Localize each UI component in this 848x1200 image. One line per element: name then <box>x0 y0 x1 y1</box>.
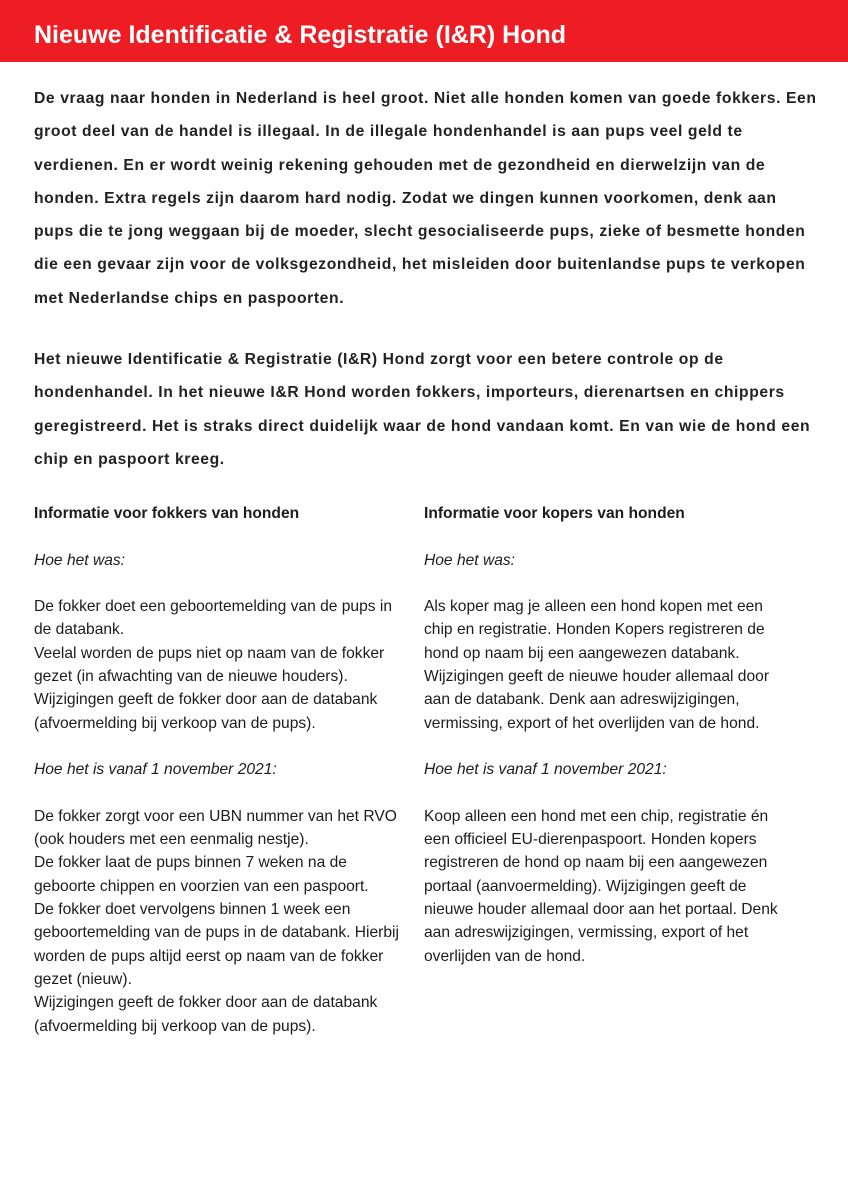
breeders-after-line: De fokker doet vervolgens binnen 1 week een geboortemelding van de pups in de databank. Hierbij worden de pups altijd eerst op naam van de fokker gezet (nieuw). <box>34 901 399 988</box>
buyers-after-label: Hoe het is vanaf 1 november 2021: <box>424 761 667 779</box>
title-banner <box>0 0 848 62</box>
breeders-before-line: De fokker doet een geboortemelding van de pups in de databank. <box>34 598 393 639</box>
buyers-before-label: Hoe het was: <box>424 551 516 569</box>
breeders-after-line: Wijzigingen geeft de fokker door aan de databank (afvoermelding bij verkoop van de pups). <box>34 994 378 1035</box>
breeders-before-line: Wijzigingen geeft de fokker door aan de databank (afvoermelding bij verkoop van de pups). <box>34 691 378 732</box>
intro-paragraph-1: De vraag naar honden in Nederland is heel groot. Niet alle honden komen van goede fokkers. Een groot deel van de handel is illegaal. In de illegale hondenhandel is aan pups veel geld te verdienen. En er wordt weinig rekening gehouden met de gezondheid en dierwelzijn van de honden. Extra regels zijn daarom hard nodig. Zodat we dingen kunnen voorkomen, denk aan pups die te jong weggaan bij de moeder, slecht gesocialiseerde pups, zieke of besmette honden die een gevaar zijn voor de volksgezondheid, het misleiden door buitenlandse pups te verkopen met Nederlandse chips en paspoorten. <box>34 90 817 307</box>
breeders-column <box>34 502 404 1038</box>
page-title: Nieuwe Identificatie & Registratie (I&R) Hond <box>34 21 567 49</box>
breeders-after-line: De fokker laat de pups binnen 7 weken na de geboorte chippen en voorzien van een paspoort. <box>34 854 369 895</box>
breeders-after-label: Hoe het is vanaf 1 november 2021: <box>34 761 277 779</box>
buyers-before-text: Als koper mag je alleen een hond kopen met een chip en registratie. Honden Kopers registreren de hond op naam bij een aangewezen databank. Wijzigingen geeft de nieuwe houder allemaal door aan de databank. Denk aan adreswijzigingen, vermissing, export of het overlijden van de hond. <box>424 598 770 732</box>
buyers-heading: Informatie voor kopers van honden <box>424 505 685 522</box>
breeders-before-line: Veelal worden de pups niet op naam van de fokker gezet (in afwachting van de nieuwe houders). <box>34 644 385 686</box>
breeders-after-line: De fokker zorgt voor een UBN nummer van het RVO (ook houders met een eenmalig nestje). <box>34 807 397 849</box>
buyers-after-text: Koop alleen een hond met een chip, registratie én een officieel EU-dierenpaspoort. Honden kopers registreren de hond op naam bij een aangewezen portaal (aanvoermelding). Wijzigingen geeft de nieuwe houder allemaal door aan het portaal. Denk aan adreswijzigingen, vermissing, export of het overlijden van de hond. <box>424 807 778 965</box>
breeders-heading: Informatie voor fokkers van honden <box>34 505 300 522</box>
intro-paragraph-2: Het nieuwe Identificatie & Registratie (I&R) Hond zorgt voor een betere controle op de hondenhandel. In het nieuwe I&R Hond worden fokkers, importeurs, dierenartsen en chippers geregistreerd. Het is straks direct duidelijk waar de hond vandaan komt. En van wie de hond een chip en paspoort kreeg. <box>34 351 811 468</box>
breeders-before-label: Hoe het was: <box>34 551 126 569</box>
buyers-column <box>424 502 794 968</box>
